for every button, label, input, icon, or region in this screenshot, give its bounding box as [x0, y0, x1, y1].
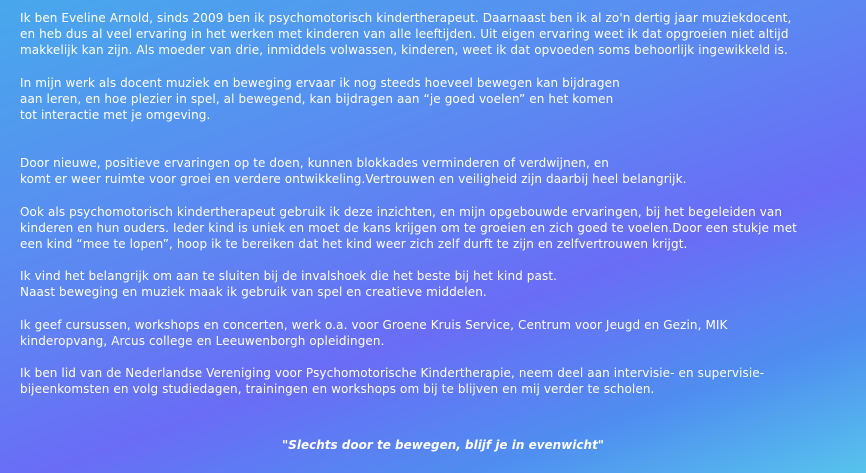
membership-paragraph [20, 365, 866, 397]
text-line: kinderen en hun ouders. Ieder kind is uniek en moet de kans krijgen om te groeien en zich goed te voelen.Door een stukje met [20, 220, 797, 235]
music-movement-paragraph [20, 75, 866, 124]
text-line: en heb dus al veel ervaring in het werken met kinderen van alle leeftijden. Uit eigen ervaring weet ik dat opgroeien niet altijd [20, 27, 789, 42]
text-line: Door nieuwe, positieve ervaringen op te doen, kunnen blokkades verminderen of verdwijnen, en [20, 156, 610, 171]
text-line: Ik geef cursussen, workshops en concerten, werk o.a. voor Groene Kruis Service, Centrum voor Jeugd en Gezin, MIK [20, 317, 728, 332]
intro-paragraph [20, 10, 866, 59]
text-line: Ik ben Eveline Arnold, sinds 2009 ben ik psychomotorisch kindertherapeut. Daarnaast ben ik al zo'n dertig jaar muziekdocent, [20, 11, 792, 25]
experiences-paragraph [20, 155, 866, 187]
text-line: Ik vind het belangrijk om aan te sluiten bij de invalshoek die het beste bij het kind past. [20, 269, 558, 284]
motto-quote: "Slechts door te bewegen, blijf je in evenwicht" [281, 438, 605, 452]
bio-text-block [20, 10, 866, 397]
text-line: Ook als psychomotorisch kindertherapeut gebruik ik deze inzichten, en mijn opgebouwde ervaringen, bij het begeleiden van [20, 204, 783, 219]
courses-paragraph [20, 317, 866, 349]
text-line: Ik ben lid van de Nederlandse Vereniging voor Psychomotorische Kindertherapie, neem deel aan intervisie- en supervisie- [20, 366, 765, 381]
text-line: komt er weer ruimte voor groei en verdere ontwikkeling.Vertrouwen en veiligheid zijn daarbij heel belangrijk. [20, 172, 687, 187]
therapist-paragraph [20, 204, 866, 253]
text-line: aan leren, en hoe plezier in spel, al bewegend, kan bijdragen aan “je goed voelen” en het komen [20, 91, 614, 106]
text-line: bijeenkomsten en volg studiedagen, trainingen en workshops om bij te blijven en mij verder te scholen. [20, 382, 655, 397]
text-line: tot interactie met je omgeving. [20, 108, 211, 123]
text-line: een kind “mee te lopen”, hoop ik te bereiken dat het kind weer zich zelf durft te zijn en zelfvertrouwen krijgt. [20, 237, 688, 252]
text-line: In mijn werk als docent muziek en beweging ervaar ik nog steeds hoeveel bewegen kan bijdragen [20, 75, 620, 90]
text-line: kinderopvang, Arcus college en Leeuwenborgh opleidingen. [20, 333, 385, 348]
text-line: Naast beweging en muziek maak ik gebruik van spel en creatieve middelen. [20, 285, 487, 300]
approach-paragraph [20, 268, 866, 300]
text-line: makkelijk kan zijn. Als moeder van drie, inmiddels volwassen, kinderen, weet ik dat opvoeden soms behoorlijk ingewikkeld is. [20, 43, 788, 58]
